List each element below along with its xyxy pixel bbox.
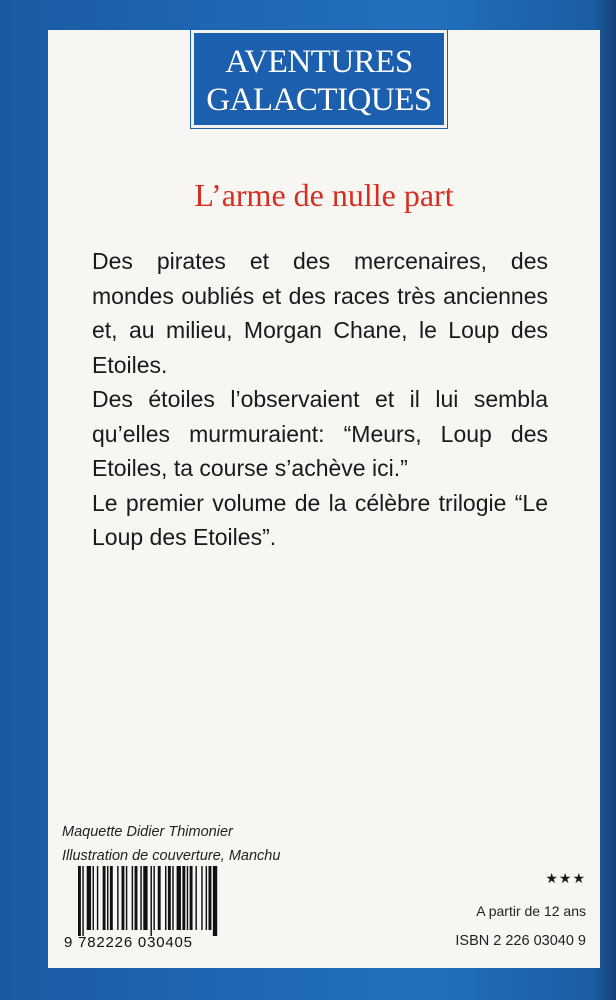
barcode-bar bbox=[93, 866, 94, 930]
blurb-paragraph-3: Le premier volume de la célèbre trilogie “Le Loup des Etoiles”. bbox=[92, 489, 548, 550]
barcode-bar bbox=[206, 866, 207, 930]
illustration-credit: Illustration de couverture, Manchu bbox=[62, 848, 281, 864]
barcode-bar bbox=[177, 866, 181, 930]
barcode-bar bbox=[165, 866, 166, 930]
barcode-bar bbox=[107, 866, 108, 930]
series-name-line-1: AVENTURES bbox=[225, 44, 413, 80]
barcode-bar bbox=[168, 866, 171, 930]
barcode-bar bbox=[182, 866, 185, 930]
barcode-bar bbox=[87, 866, 91, 930]
barcode-bar bbox=[195, 866, 196, 930]
barcode-bar bbox=[187, 866, 188, 930]
barcode-bar bbox=[117, 866, 118, 930]
barcode-bar bbox=[201, 866, 202, 930]
rating-stars: ★★★ bbox=[545, 870, 586, 886]
barcode-bar bbox=[126, 866, 127, 930]
series-logo-box bbox=[191, 30, 447, 128]
barcode-bar bbox=[82, 866, 83, 936]
barcode-bar bbox=[103, 866, 106, 930]
barcode-digits: 9 782226 030405 bbox=[64, 934, 193, 951]
age-recommendation: A partir de 12 ans bbox=[476, 903, 586, 919]
blurb-paragraph-2: Des étoiles l’observaient et il lui sembla qu’elles murmuraient: “Meurs, Loup des Etoiles, ta course s’achève ici.” bbox=[92, 386, 548, 481]
credits bbox=[62, 820, 382, 868]
barcode-bar bbox=[132, 866, 133, 930]
barcode-bar bbox=[158, 866, 161, 930]
barcode-bar bbox=[151, 866, 152, 936]
barcode-bar bbox=[97, 866, 98, 930]
barcode-bar bbox=[140, 866, 141, 930]
barcode-bar bbox=[135, 866, 138, 930]
design-credit: Maquette Didier Thimonier bbox=[62, 824, 233, 840]
barcode-bar bbox=[213, 866, 217, 936]
series-name-line-2: GALACTIQUES bbox=[206, 82, 432, 118]
barcode-bar bbox=[122, 866, 125, 930]
barcode-bar bbox=[172, 866, 173, 930]
ean-barcode bbox=[78, 866, 252, 936]
barcode-bar bbox=[209, 866, 212, 930]
isbn-number: ISBN 2 226 03040 9 bbox=[455, 933, 586, 949]
book-title: L’arme de nulle part bbox=[194, 177, 454, 213]
barcode-bar bbox=[143, 866, 147, 930]
blurb-paragraph-1: Des pirates et des mercenaires, des mondes oubliés et des races très anciennes et, au milieu, Morgan Chane, le Loup des Etoiles. bbox=[92, 248, 548, 378]
barcode-bar bbox=[190, 866, 193, 930]
barcode-bar bbox=[78, 866, 81, 936]
blurb-text bbox=[92, 244, 548, 555]
barcode-bar bbox=[153, 866, 154, 930]
barcode-bar bbox=[110, 866, 113, 930]
